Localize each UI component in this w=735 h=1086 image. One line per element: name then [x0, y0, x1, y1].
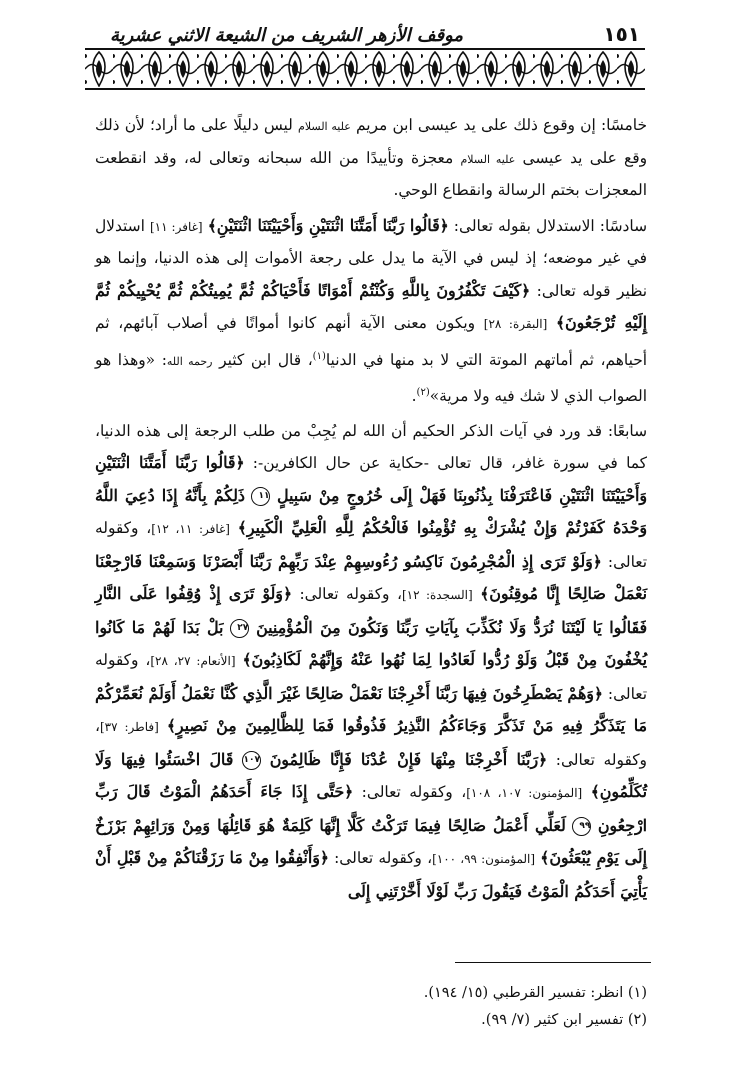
quran-verse: بَلْ بَدَا لَهُمْ مَا كَانُوا يُخْفُونَ مِنْ قَبْلُ وَلَوْ رُدُّوا لَعَادُوا لِمَا نُهُوا عَنْهُ وَإِنَّهُمْ لَكَاذِبُونَ	[95, 617, 648, 670]
quran-verse: قَالُوا رَبَّنَا أَمَتَّنَا اثْنَتَيْنِ وَأَحْيَيْتَنَا اثْنَتَيْنِ فَاعْتَرَفْنَا بِذُنُوبِنَا فَهَلْ إِلَى خُرُوجٍ مِنْ سَبِيلٍ	[95, 453, 647, 505]
text-run: ويكون معنى الآية أنهم كانوا أمواتًا في أصلاب آبائهم، ثم أحياهم، ثم أماتهم الموتة التي لا بد منها في الدنيا	[95, 314, 648, 369]
page-number: ١٥١	[603, 22, 640, 46]
running-title: موقف الأزهر الشريف من الشيعة الاثني عشرية	[110, 25, 464, 46]
honorific: رحمه الله	[166, 354, 213, 368]
text-run: ، وكقوله تعالى:	[353, 783, 467, 802]
quran-verse: لَعَلِّي أَعْمَلُ صَالِحًا فِيمَا تَرَكْتُ كَلَّا إِنَّهَا كَلِمَةٌ هُوَ قَائِلُهَا وَمِنْ وَرَائِهِمْ بَرْزَخٌ إِلَى يَوْمِ يُبْعَثُونَ	[95, 815, 648, 868]
text-run: : «وهذا هو الصواب الذي لا شك فيه ولا مرية»	[95, 350, 647, 406]
text-run: سابعًا: قد ورد في آيات الذكر الحكيم أن الله لم يُجِبْ من طلب الرجعة إلى هذه الدنيا، كما في سورة غافر، قال تعالى -حكاية عن حال الكافرين-:	[95, 421, 647, 473]
paragraph-sixth: سادسًا: الاستدلال بقوله تعالى: ﴿قَالُوا رَبَّنَا أَمَتَّنَا اثْنَتَيْنِ وَأَحْيَيْتَنَا اثْنَتَيْنِ﴾ [غافر: ١١] استدلال في غير موضعه؛ إذ ليس في الآية ما يدل على رجعة الأموات إلى هذه الدنيا، وإنما هو نظير قوله تعالى: ﴿كَيْفَ تَكْفُرُونَ بِاللَّهِ وَكُنْتُمْ أَمْوَاتًا فَأَحْيَاكُمْ ثُمَّ يُمِيتُكُمْ ثُمَّ يُحْيِيكُمْ ثُمَّ إِلَيْهِ تُرْجَعُونَ﴾ [البقرة: ٢٨] ويكون معنى الآية أنهم كانوا أمواتًا في أصلاب آبائهم، ثم أحياهم، ثم أماتهم الموتة التي لا بد منها في الدنيا$^{(١)}$، قال ابن كثير رحمه الله: «وهذا هو الصواب الذي لا شك فيه ولا مرية»$^{(٢)}$.	[95, 215, 648, 406]
text-run: ليس دليلًا على ما أراد؛ لأن ذلك وقع على يد عيسى	[95, 116, 647, 167]
text-run: .	[411, 387, 417, 406]
quran-verse: حَتَّى إِذَا جَاءَ أَحَدَهُمُ الْمَوْتُ قَالَ رَبِّ ارْجِعُونِ	[95, 782, 647, 835]
text-run: ، وكقوله تعالى:	[95, 519, 647, 571]
verse-reference: [السجدة: ١٢]	[401, 588, 473, 603]
footnotes	[424, 980, 647, 1034]
text-run: استدلال في غير موضعه؛ إذ ليس في الآية ما يدل على رجعة الأموات إلى هذه الدنيا، وإنما هو نظير قوله تعالى:	[95, 216, 647, 300]
footnote-marker[interactable]: (١)	[312, 350, 326, 362]
quran-verse: وَلَوْ تَرَى إِذْ وُقِفُوا عَلَى النَّارِ فَقَالُوا يَا لَيْتَنَا نُرَدُّ وَلَا نُكَذِّبَ بِآيَاتِ رَبِّنَا وَنَكُونَ مِنَ الْمُؤْمِنِينَ	[95, 584, 647, 637]
honorific: عليه السلام	[298, 120, 351, 133]
verse-number: ٢٧	[230, 619, 249, 638]
verse-reference: [غافر: ١١]	[149, 219, 203, 234]
quran-verse: قَالُوا رَبَّنَا أَمَتَّنَا اثْنَتَيْنِ وَأَحْيَيْتَنَا اثْنَتَيْنِ	[216, 215, 440, 235]
text-run: خامسًا: إن وقوع ذلك على يد عيسى ابن مريم	[350, 116, 647, 134]
main-text	[95, 110, 647, 908]
floral-border-icon	[85, 46, 645, 92]
text-run: ، قال ابن كثير	[212, 350, 313, 369]
quran-verse: رَبَّنَا أَخْرِجْنَا مِنْهَا فَإِنْ عُدْنَا فَإِنَّا ظَالِمُونَ	[269, 749, 539, 769]
quran-verse: وَلَوْ تَرَى إِذِ الْمُجْرِمُونَ نَاكِسُو رُءُوسِهِمْ عِنْدَ رَبِّهِمْ رَبَّنَا أَبْصَرْنَا وَسَمِعْنَا فَارْجِعْنَا نَعْمَلْ صَالِحًا إِنَّا مُوقِنُونَ	[95, 551, 647, 604]
text-run: ، وكقوله تعالى:	[291, 585, 402, 604]
verse-reference: [المؤمنون: ٩٩، ١٠٠]	[432, 852, 536, 867]
quran-verse: قَالَ اخْسَئُوا فِيهَا وَلَا تُكَلِّمُونِ	[95, 749, 647, 802]
verse-reference: [المؤمنون: ١٠٧، ١٠٨]	[466, 786, 583, 801]
verse-number: ١٠٧	[242, 751, 261, 770]
quran-verse: وَهُمْ يَصْطَرِخُونَ فِيهَا رَبَّنَا أَخْرِجْنَا نَعْمَلْ صَالِحًا غَيْرَ الَّذِي كُنَّا نَعْمَلُ أَوَلَمْ نُعَمِّرْكُمْ مَا يَتَذَكَّرُ فِيهِ مَنْ تَذَكَّرَ وَجَاءَكُمُ النَّذِيرُ فَذُوقُوا فَمَا لِلظَّالِمِينَ مِنْ نَصِيرٍ	[95, 683, 648, 736]
honorific: عليه السلام	[460, 152, 516, 166]
footnote-marker[interactable]: (٢)	[416, 387, 430, 399]
footnote-2: (٢) تفسير ابن كثير (٧/ ٩٩).	[481, 1012, 647, 1028]
quran-verse: وَأَنْفِقُوا مِنْ مَا رَزَقْنَاكُمْ مِنْ قَبْلِ أَنْ يَأْتِيَ أَحَدَكُمُ الْمَوْتُ فَيَقُولَ رَبِّ لَوْلَا أَخَّرْتَنِي إِلَى	[95, 848, 647, 901]
verse-number: ١١	[251, 487, 270, 506]
paragraph-seventh: سابعًا: قد ورد في آيات الذكر الحكيم أن الله لم يُجِبْ من طلب الرجعة إلى هذه الدنيا، كما في سورة غافر، قال تعالى -حكاية عن حال الكافرين-: ﴿قَالُوا رَبَّنَا أَمَتَّنَا اثْنَتَيْنِ وَأَحْيَيْتَنَا اثْنَتَيْنِ فَاعْتَرَفْنَا بِذُنُوبِنَا فَهَلْ إِلَى خُرُوجٍ مِنْ سَبِيلٍ ١١ ذَلِكُمْ بِأَنَّهُ إِذَا دُعِيَ اللَّهُ وَحْدَهُ كَفَرْتُمْ وَإِنْ يُشْرَكْ بِهِ تُؤْمِنُوا فَالْحُكْمُ لِلَّهِ الْعَلِيِّ الْكَبِيرِ﴾ [غافر: ١١، ١٢]، وكقوله تعالى: ﴿وَلَوْ تَرَى إِذِ الْمُجْرِمُونَ نَاكِسُو رُءُوسِهِمْ عِنْدَ رَبِّهِمْ رَبَّنَا أَبْصَرْنَا وَسَمِعْنَا فَارْجِعْنَا نَعْمَلْ صَالِحًا إِنَّا مُوقِنُونَ﴾ [السجدة: ١٢]، وكقوله تعالى: ﴿وَلَوْ تَرَى إِذْ وُقِفُوا عَلَى النَّارِ فَقَالُوا يَا لَيْتَنَا نُرَدُّ وَلَا نُكَذِّبَ بِآيَاتِ رَبِّنَا وَنَكُونَ مِنَ الْمُؤْمِنِينَ ٢٧ بَلْ بَدَا لَهُمْ مَا كَانُوا يُخْفُونَ مِنْ قَبْلُ وَلَوْ رُدُّوا لَعَادُوا لِمَا نُهُوا عَنْهُ وَإِنَّهُمْ لَكَاذِبُونَ﴾ [الأنعام: ٢٧، ٢٨]، وكقوله تعالى: ﴿وَهُمْ يَصْطَرِخُونَ فِيهَا رَبَّنَا أَخْرِجْنَا نَعْمَلْ صَالِحًا غَيْرَ الَّذِي كُنَّا نَعْمَلُ أَوَلَمْ نُعَمِّرْكُمْ مَا يَتَذَكَّرُ فِيهِ مَنْ تَذَكَّرَ وَجَاءَكُمُ النَّذِيرُ فَذُوقُوا فَمَا لِلظَّالِمِينَ مِنْ نَصِيرٍ﴾ [فاطر: ٣٧]، وكقوله تعالى: ﴿رَبَّنَا أَخْرِجْنَا مِنْهَا فَإِنْ عُدْنَا فَإِنَّا ظَالِمُونَ ١٠٧ قَالَ اخْسَئُوا فِيهَا وَلَا تُكَلِّمُونِ﴾ [المؤمنون: ١٠٧، ١٠٨]، وكقوله تعالى: ﴿حَتَّى إِذَا جَاءَ أَحَدَهُمُ الْمَوْتُ قَالَ رَبِّ ارْجِعُونِ ٩٩ لَعَلِّي أَعْمَلُ صَالِحًا فِيمَا تَرَكْتُ كَلَّا إِنَّهَا كَلِمَةٌ هُوَ قَائِلُهَا وَمِنْ وَرَائِهِمْ بَرْزَخٌ إِلَى يَوْمِ يُبْعَثُونَ﴾ [المؤمنون: ٩٩، ١٠٠]، وكقوله تعالى: ﴿وَأَنْفِقُوا مِنْ مَا رَزَقْنَاكُمْ مِنْ قَبْلِ أَنْ يَأْتِيَ أَحَدَكُمُ الْمَوْتُ فَيَقُولَ رَبِّ لَوْلَا أَخَّرْتَنِي إِلَى	[95, 421, 648, 901]
verse-reference: [الأنعام: ٢٧، ٢٨]	[150, 654, 236, 669]
text-run: ، وكقوله تعالى:	[95, 717, 647, 769]
verse-reference: [غافر: ١١، ١٢]	[151, 522, 230, 537]
text-run: سادسًا: الاستدلال بقوله تعالى:	[448, 216, 647, 235]
page-header	[110, 22, 640, 46]
verse-number: ٩٩	[572, 817, 591, 836]
text-run: معجزة وتأييدًا من الله سبحانه وتعالى له، وقد انقطعت المعجزات بختم الرسالة وانقطاع الوحي.	[95, 148, 647, 199]
quran-verse: كَيْفَ تَكْفُرُونَ بِاللَّهِ وَكُنْتُمْ أَمْوَاتًا فَأَحْيَاكُمْ ثُمَّ يُمِيتُكُمْ ثُمَّ يُحْيِيكُمْ ثُمَّ إِلَيْهِ تُرْجَعُونَ	[95, 280, 647, 332]
footnote-divider	[455, 962, 651, 963]
quran-verse: ذَلِكُمْ بِأَنَّهُ إِذَا دُعِيَ اللَّهُ وَحْدَهُ كَفَرْتُمْ وَإِنْ يُشْرَكْ بِهِ تُؤْمِنُوا فَالْحُكْمُ لِلَّهِ الْعَلِيِّ الْكَبِيرِ	[95, 485, 648, 538]
text-run: ، وكقوله تعالى:	[328, 849, 433, 868]
paragraph-fifth	[95, 110, 647, 207]
verse-reference: [البقرة: ٢٨]	[483, 317, 548, 331]
footnote-1: (١) انظر: تفسير القرطبي (١٥/ ١٩٤).	[423, 985, 647, 1001]
verse-reference: [فاطر: ٣٧]	[99, 720, 159, 735]
text-run: ، وكقوله تعالى:	[95, 651, 647, 703]
